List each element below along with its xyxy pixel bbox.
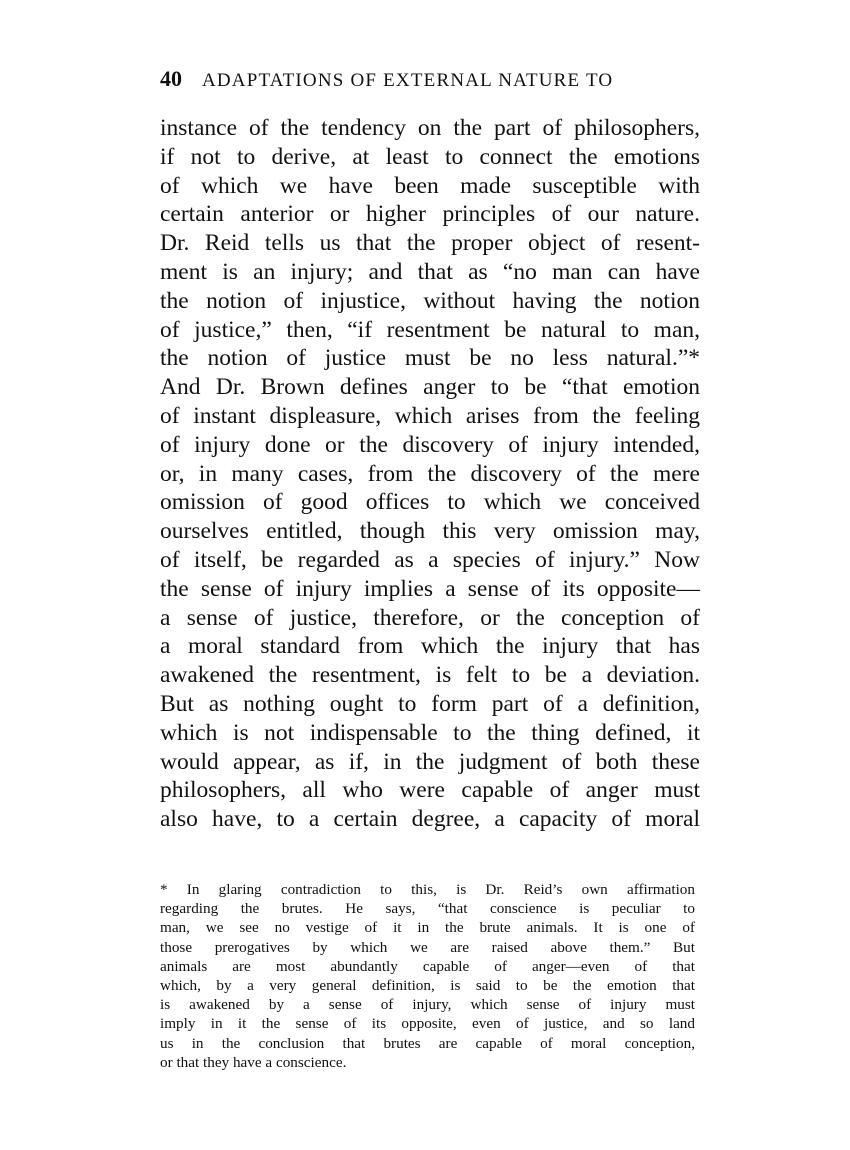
body-text bbox=[160, 114, 700, 834]
body-line: instance of the tendency on the part of philosophers, bbox=[160, 115, 700, 141]
running-title: ADAPTATIONS OF EXTERNAL NATURE TO bbox=[201, 70, 614, 91]
body-line: ourselves entitled, though this very omission may, bbox=[160, 518, 700, 545]
body-line: of which we have been made susceptible with bbox=[160, 172, 700, 199]
footnote-line: which, by a very general definition, is said to be the emotion that bbox=[160, 976, 695, 994]
body-line: of justice,” then, “if resentment be natural to man, bbox=[160, 316, 700, 343]
footnote-line: or that they have a conscience. bbox=[160, 1053, 347, 1071]
footnote bbox=[160, 880, 695, 1072]
footnote-line: animals are most abundantly capable of anger—even of that bbox=[160, 957, 695, 975]
running-header bbox=[160, 66, 700, 92]
body-line: would appear, as if, in the judgment of both these bbox=[160, 748, 700, 775]
body-line: ment is an injury; and that as “no man can have bbox=[160, 258, 700, 285]
footnote-line: us in the conclusion that brutes are capable of moral conception, bbox=[160, 1034, 695, 1052]
body-line: certain anterior or higher principles of our nature. bbox=[160, 201, 700, 228]
body-line: And Dr. Brown defines anger to be “that emotion bbox=[160, 374, 700, 401]
body-line: or, in many cases, from the discovery of the mere bbox=[160, 460, 700, 487]
body-line: But as nothing ought to form part of a definition, bbox=[160, 690, 700, 717]
footnote-line: is awakened by a sense of injury, which sense of injury must bbox=[160, 996, 695, 1014]
body-line: awakened the resentment, is felt to be a deviation. bbox=[160, 662, 700, 689]
body-line: if not to derive, at least to connect the emotions bbox=[160, 143, 700, 170]
body-line: of injury done or the discovery of injury intended, bbox=[160, 431, 700, 458]
body-line: the notion of injustice, without having the notion bbox=[160, 287, 700, 314]
body-line: omission of good offices to which we conceived bbox=[160, 489, 700, 516]
body-line: Dr. Reid tells us that the proper object of resent- bbox=[160, 230, 700, 257]
body-line: philosophers, all who were capable of anger must bbox=[160, 777, 700, 804]
body-line: also have, to a certain degree, a capacity of moral bbox=[160, 806, 700, 833]
footnote-line: * In glaring contradiction to this, is Dr. Reid’s own affirmation bbox=[160, 881, 695, 898]
body-line: a moral standard from which the injury that has bbox=[160, 633, 700, 660]
footnote-line: man, we see no vestige of it in the brute animals. It is one of bbox=[160, 919, 695, 937]
body-line: a sense of justice, therefore, or the conception of bbox=[160, 604, 700, 631]
footnote-line: imply in it the sense of its opposite, even of justice, and so land bbox=[160, 1015, 695, 1033]
footnote-line: regarding the brutes. He says, “that conscience is peculiar to bbox=[160, 900, 695, 918]
body-line: of instant displeasure, which arises from the feeling bbox=[160, 402, 700, 429]
page-number: 40 bbox=[160, 66, 182, 91]
body-line: the sense of injury implies a sense of its opposite— bbox=[160, 575, 700, 602]
body-line: of itself, be regarded as a species of injury.” Now bbox=[160, 546, 700, 573]
body-line: which is not indispensable to the thing defined, it bbox=[160, 719, 700, 746]
body-line: the notion of justice must be no less natural.”* bbox=[160, 345, 700, 372]
footnote-line: those prerogatives by which we are raised above them.” But bbox=[160, 938, 695, 956]
